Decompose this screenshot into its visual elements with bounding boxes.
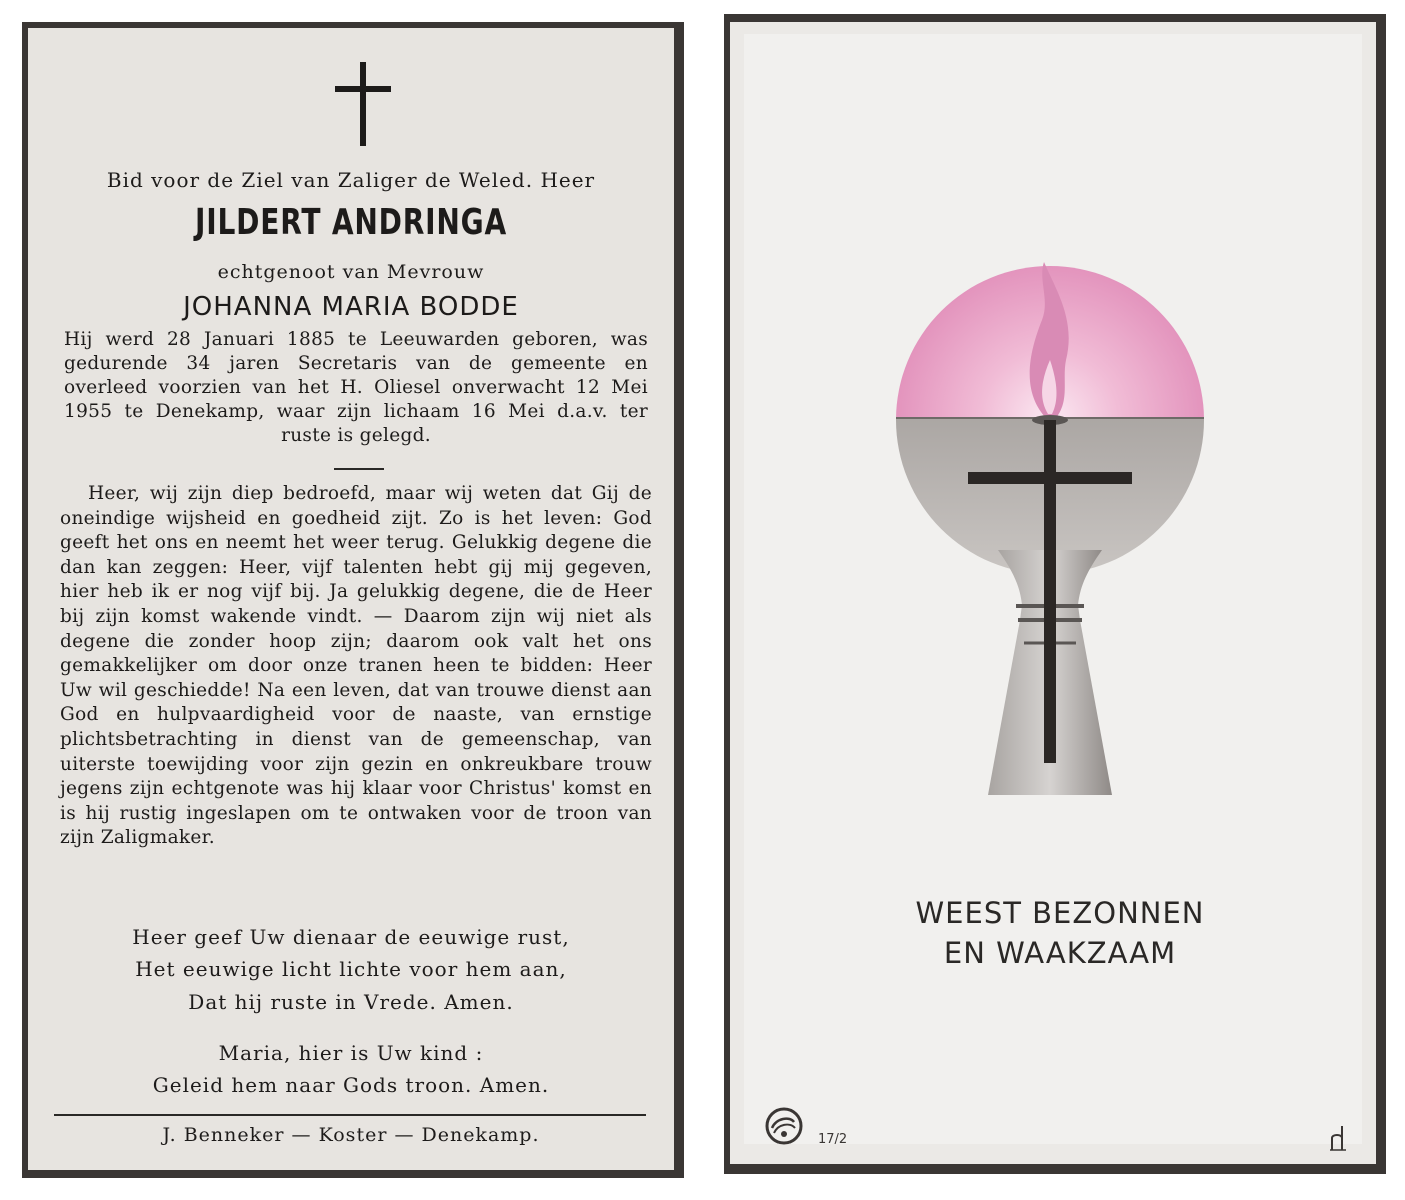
publication-number: 17/2 — [818, 1132, 848, 1147]
publisher-logo-icon — [764, 1106, 804, 1146]
biography-paragraph: Hij werd 28 Januari 1885 te Leeuwarden geboren, was gedurende 34 jaren Secretaris van de gemeente en overleed voorzien van het H. Oliesel onverwacht 12 Mei 1955 te Denekamp, waar zijn lichaam 16 Mei d.a.v. ter ruste is gelegd. — [64, 329, 648, 446]
deceased-name: JILDERT ANDRINGA — [195, 202, 507, 243]
motto-line: EN WAAKZAAM — [943, 936, 1177, 970]
prayer-paragraph: Heer, wij zijn diep bedroefd, maar wij weten dat Gij de oneindige wijsheid en goedheid zijt. Zo is het leven: God geeft het ons en neemt het weer terug. Gelukkig degene die dan kan zeggen: Heer, vijf talenten hebt gij mij gegeven, hier heb ik er nog vijf bij. Ja gelukkig degene, die de Heer bij zijn komst wakende vindt. — Daarom zijn wij niet als degene die zonder hoop zijn; daarom ook valt het ons gemakkelijker om door onze tranen heen te bidden: Heer Uw wil geschiedde! Na een leven, dat van trouwe dienst aan God en hulpvaardigheid voor de naaste, van ernstige plichtsbetrachting in dienst van de gemeenschap, van uiterste toewijding voor zijn gezin en onkreukbare trouw jegens zijn echtgenote was hij klaar voor Christus' komst en is hij rustig ingeslapen om te ontwaken voor de troon van zijn Zaligmaker. — [60, 483, 652, 849]
divider — [334, 468, 384, 470]
cross-vertical — [1044, 420, 1056, 763]
maria-prayer-line: Maria, hier is Uw kind : — [218, 1041, 484, 1065]
bottom-rule — [54, 1114, 646, 1116]
spouse-name: JOHANNA MARIA BODDE — [183, 292, 519, 322]
card-inner — [744, 34, 1362, 1147]
verse-line: Het eeuwige licht lichte voor hem aan, — [135, 957, 567, 981]
memorial-card-front — [22, 22, 684, 1178]
printer-credit: J. Benneker — Koster — Denekamp. — [162, 1124, 540, 1146]
memorial-card-back — [724, 14, 1386, 1174]
verse-line: Heer geef Uw dienaar de eeuwige rust, — [132, 925, 570, 949]
cross-horizontal — [968, 472, 1132, 484]
chalice-cross-illustration — [880, 250, 1220, 830]
memorial-card-paper — [28, 28, 674, 1170]
motto-line: WEEST BEZONNEN — [915, 896, 1205, 930]
verse-line: Dat hij ruste in Vrede. Amen. — [188, 990, 514, 1014]
cross-icon — [335, 62, 391, 146]
spouse-label: echtgenoot van Mevrouw — [217, 261, 485, 283]
intro-line: Bid voor de Ziel van Zaliger de Weled. Heer — [106, 168, 596, 192]
artist-monogram-icon — [1328, 1124, 1350, 1152]
card-frame — [730, 22, 1376, 1164]
maria-prayer-line: Geleid hem naar Gods troon. Amen. — [152, 1073, 550, 1097]
